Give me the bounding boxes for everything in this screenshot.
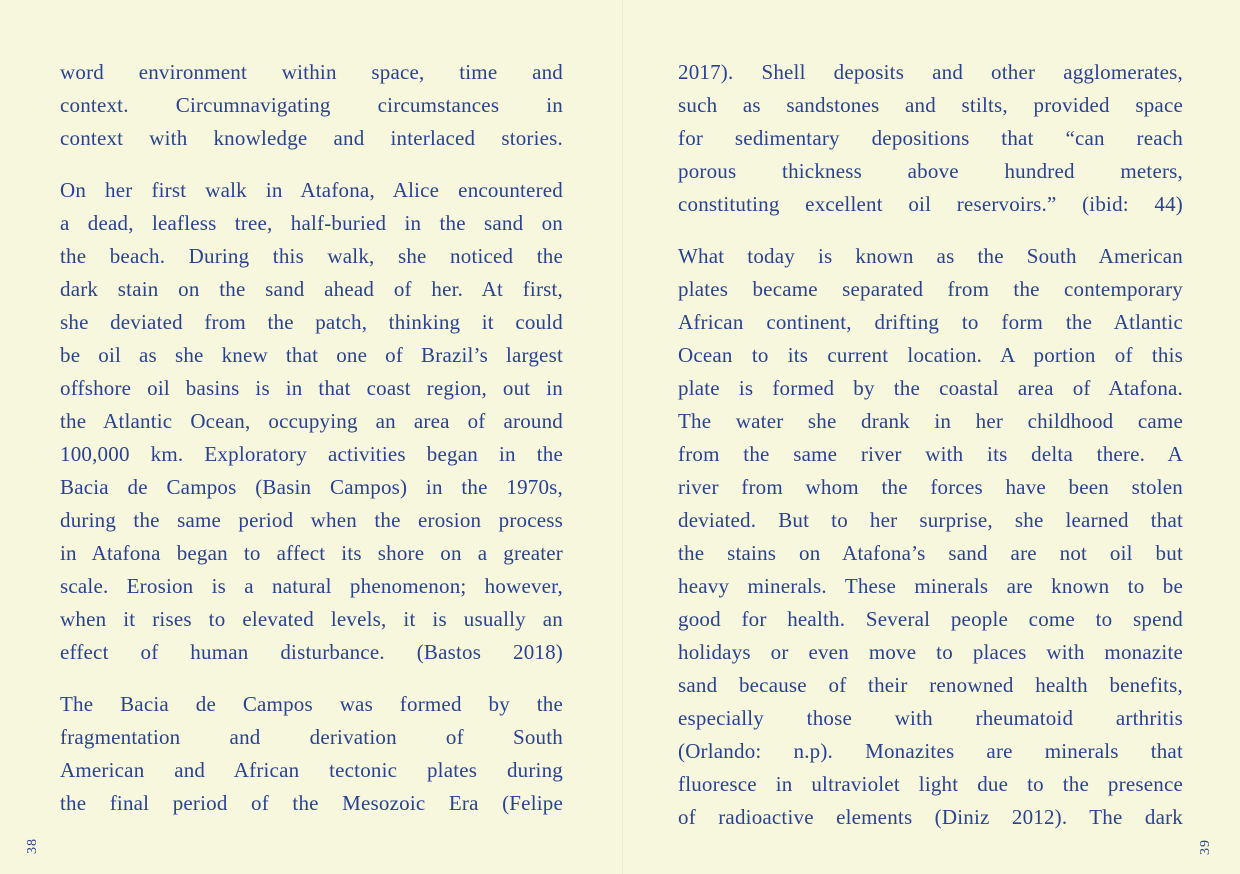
text-line: context with knowledge and interlaced stories.: [60, 126, 563, 150]
right-page-text-block: [678, 56, 1183, 834]
text-line: when it rises to elevated levels, it is usually an: [60, 607, 563, 631]
text-line: What today is known as the South American: [678, 244, 1183, 268]
text-line: constituting excellent oil reservoirs.” (ibid: 44): [678, 192, 1183, 216]
page-number-left: 38: [25, 838, 40, 854]
text-line: such as sandstones and stilts, provided space: [678, 93, 1183, 117]
text-line: Ocean to its current location. A portion of this: [678, 343, 1183, 367]
text-line: the beach. During this walk, she noticed the: [60, 244, 563, 268]
paragraph: [678, 240, 1183, 834]
text-line: Bacia de Campos (Basin Campos) in the 1970s,: [60, 475, 563, 499]
text-line: porous thickness above hundred meters,: [678, 159, 1183, 183]
text-line: effect of human disturbance. (Bastos 2018): [60, 640, 563, 664]
text-line: offshore oil basins is in that coast region, out in: [60, 376, 563, 400]
text-line: of radioactive elements (Diniz 2012). The dark: [678, 805, 1183, 829]
text-line: 100,000 km. Exploratory activities began in the: [60, 442, 563, 466]
text-line: the Atlantic Ocean, occupying an area of around: [60, 409, 563, 433]
text-line: plate is formed by the coastal area of Atafona.: [678, 376, 1183, 400]
page-gutter-seam: [622, 0, 623, 874]
text-line: African continent, drifting to form the Atlantic: [678, 310, 1183, 334]
text-line: On her first walk in Atafona, Alice encountered: [60, 178, 563, 202]
text-line: The water she drank in her childhood came: [678, 409, 1183, 433]
text-line: plates became separated from the contemporary: [678, 277, 1183, 301]
text-line: deviated. But to her surprise, she learned that: [678, 508, 1183, 532]
paragraph: [60, 174, 563, 669]
text-line: during the same period when the erosion process: [60, 508, 563, 532]
text-line: 2017). Shell deposits and other agglomerates,: [678, 60, 1183, 84]
text-line: word environment within space, time and: [60, 60, 563, 84]
left-page-text-block: [60, 56, 563, 820]
paragraph: [60, 56, 563, 155]
text-line: the final period of the Mesozoic Era (Felipe: [60, 791, 563, 815]
page-number-right: 39: [1198, 839, 1213, 855]
text-line: scale. Erosion is a natural phenomenon; however,: [60, 574, 563, 598]
text-line: (Orlando: n.p). Monazites are minerals that: [678, 739, 1183, 763]
text-line: heavy minerals. These minerals are known to be: [678, 574, 1183, 598]
text-line: fluoresce in ultraviolet light due to the presence: [678, 772, 1183, 796]
paragraph: [678, 56, 1183, 221]
text-line: be oil as she knew that one of Brazil’s largest: [60, 343, 563, 367]
text-line: she deviated from the patch, thinking it could: [60, 310, 563, 334]
text-line: from the same river with its delta there. A: [678, 442, 1183, 466]
paragraph: [60, 688, 563, 820]
text-line: holidays or even move to places with monazite: [678, 640, 1183, 664]
text-line: sand because of their renowned health benefits,: [678, 673, 1183, 697]
text-line: The Bacia de Campos was formed by the: [60, 692, 563, 716]
text-line: a dead, leafless tree, half-buried in the sand on: [60, 211, 563, 235]
text-line: dark stain on the sand ahead of her. At first,: [60, 277, 563, 301]
text-line: for sedimentary depositions that “can reach: [678, 126, 1183, 150]
text-line: in Atafona began to affect its shore on a greater: [60, 541, 563, 565]
text-line: river from whom the forces have been stolen: [678, 475, 1183, 499]
text-line: fragmentation and derivation of South: [60, 725, 563, 749]
text-line: especially those with rheumatoid arthritis: [678, 706, 1183, 730]
text-line: American and African tectonic plates during: [60, 758, 563, 782]
text-line: good for health. Several people come to spend: [678, 607, 1183, 631]
text-line: context. Circumnavigating circumstances in: [60, 93, 563, 117]
text-line: the stains on Atafona’s sand are not oil but: [678, 541, 1183, 565]
